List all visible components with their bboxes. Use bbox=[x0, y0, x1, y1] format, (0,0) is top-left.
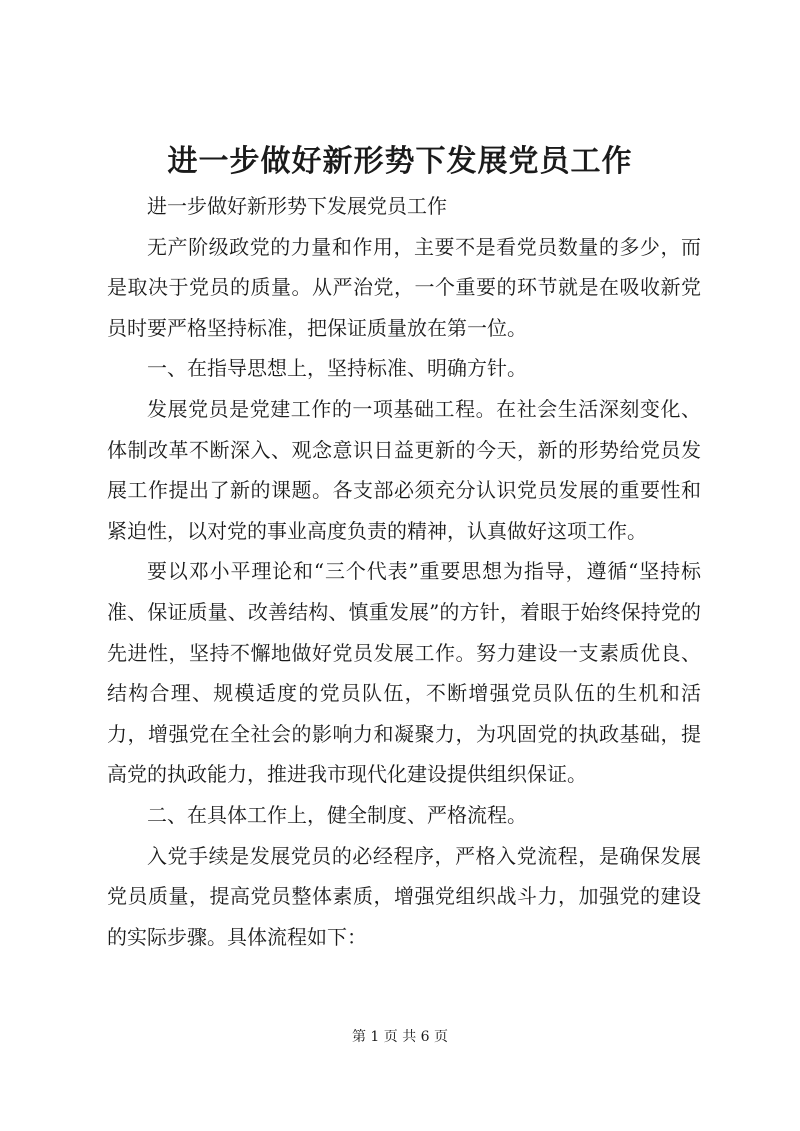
paragraph-section-1b: 要以邓小平理论和“三个代表”重要思想为指导，遵循“坚持标准、保证质量、改善结构、慎重发展”的方针，着眼于始终保持党的先进性，坚持不懈地做好党员发展工作。努力建设一支素质优良、结构合理、规模适度的党员队伍，不断增强党员队伍的生机和活力，增强党在全社会的影响力和凝聚力，为巩固党的执政基础，提高党的执政能力，推进我市现代化建设提供组织保证。 bbox=[107, 559, 701, 787]
page-footer: 第 1 页 共 6 页 bbox=[351, 1029, 449, 1045]
section-heading-1: 一、在指导思想上，坚持标准、明确方针。 bbox=[147, 356, 527, 381]
paragraph-intro: 无产阶级政党的力量和作用，主要不是看党员数量的多少，而是取决于党员的质量。从严治党，一个重要的环节就是在吸收新党员时要严格坚持标准，把保证质量放在第一位。 bbox=[107, 234, 701, 340]
document-title: 进一步做好新形势下发展党员工作 bbox=[167, 144, 633, 179]
section-heading-2: 二、在具体工作上，健全制度、严格流程。 bbox=[147, 802, 527, 827]
paragraph-subtitle: 进一步做好新形势下发展党员工作 bbox=[147, 194, 447, 218]
paragraph-section-2a: 入党手续是发展党员的必经程序，严格入党流程，是确保发展党员质量，提高党员整体素质，增强党组织战斗力，加强党的建设的实际步骤。具体流程如下： bbox=[107, 843, 701, 949]
paragraph-section-1a: 发展党员是党建工作的一项基础工程。在社会生活深刻变化、体制改革不断深入、观念意识日益更新的今天，新的形势给党员发展工作提出了新的课题。各支部必须充分认识党员发展的重要性和紧迫性，以对党的事业高度负责的精神，认真做好这项工作。 bbox=[107, 396, 701, 543]
document-body bbox=[107, 186, 701, 957]
